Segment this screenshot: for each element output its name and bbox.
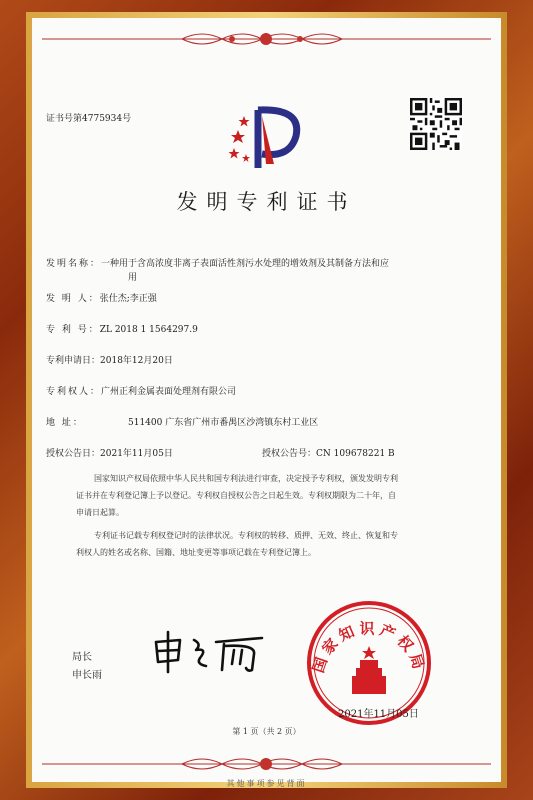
paragraph-2-line-1: 专利证书记载专利权登记时的法律状况。专利权的转移、质押、无效、终止、恢复和专 xyxy=(94,531,398,540)
field-value: 张仕杰;李正强 xyxy=(99,294,157,304)
field-grant-date xyxy=(46,446,173,459)
field-value: 511400 广东省广州市番禺区沙湾镇东村工业区 xyxy=(128,418,319,428)
field-label: 专利申请日： xyxy=(46,356,101,366)
field-label: 专 利 号： xyxy=(46,325,100,335)
field-value: 一种用于含高浓度非离子表面活性剂污水处理的增效剂及其制备方法和应 xyxy=(101,259,390,269)
cert-no-value: 4775934 xyxy=(82,114,123,124)
field-label: 发 明 人： xyxy=(46,294,100,304)
paragraph-1-line-1: 国家知识产权局依照中华人民共和国专利法进行审查，决定授予专利权，颁发发明专利 xyxy=(94,474,398,483)
field-inventors xyxy=(46,291,157,304)
svg-text:国家知识产权局: 国家知识产权局 xyxy=(309,619,429,675)
field-invention-name xyxy=(46,256,389,269)
field-grant-number xyxy=(262,446,395,459)
top-ornament xyxy=(32,28,501,50)
field-application-date xyxy=(46,353,173,366)
signature xyxy=(150,628,270,676)
field-label: 授权公告日： xyxy=(46,449,101,459)
cert-no-label: 证书号第 xyxy=(46,114,83,124)
field-label: 发明名称： xyxy=(46,259,102,269)
field-value: 2018年12月20日 xyxy=(100,356,173,366)
field-invention-name-cont: 用 xyxy=(128,273,138,283)
field-label: 授权公告号： xyxy=(262,449,317,459)
certificate-number xyxy=(46,111,131,124)
field-patent-number xyxy=(46,322,198,335)
paragraph-2-line-2: 利权人的姓名或名称、国籍、地址变更等事项记载在专利登记簿上。 xyxy=(76,548,316,557)
seal-date: 2021年11月05日 xyxy=(338,709,419,720)
signer-title: 局长 xyxy=(72,652,92,663)
signer-name: 申长雨 xyxy=(72,670,102,681)
field-patentee xyxy=(46,384,236,397)
field-value: ZL 2018 1 1564297.9 xyxy=(99,325,198,335)
field-label: 地 址： xyxy=(46,418,84,428)
qr-code xyxy=(410,98,462,150)
page-indicator: 第 1 页（共 2 页） xyxy=(232,727,301,736)
paragraph-1-line-2: 证书并在专利登记簿上予以登记。专利权自授权公告之日起生效。专利权期限为二十年，自 xyxy=(76,491,396,500)
paragraph-1-line-3: 申请日起算。 xyxy=(76,508,124,517)
field-value: 2021年11月05日 xyxy=(100,449,173,459)
certificate-title: 发明专利证书 xyxy=(176,190,357,214)
bottom-ornament xyxy=(32,753,501,775)
field-label: 专利权人： xyxy=(46,387,102,397)
bottom-note: 其他事项参见背面 xyxy=(226,779,307,788)
field-value: 广州正利金属表面处理剂有限公司 xyxy=(101,387,237,397)
field-value: CN 109678221 B xyxy=(316,449,395,459)
certificate-paper xyxy=(32,18,501,788)
patent-office-logo xyxy=(230,102,308,172)
field-address xyxy=(46,415,318,428)
cert-no-suffix: 号 xyxy=(122,114,132,124)
